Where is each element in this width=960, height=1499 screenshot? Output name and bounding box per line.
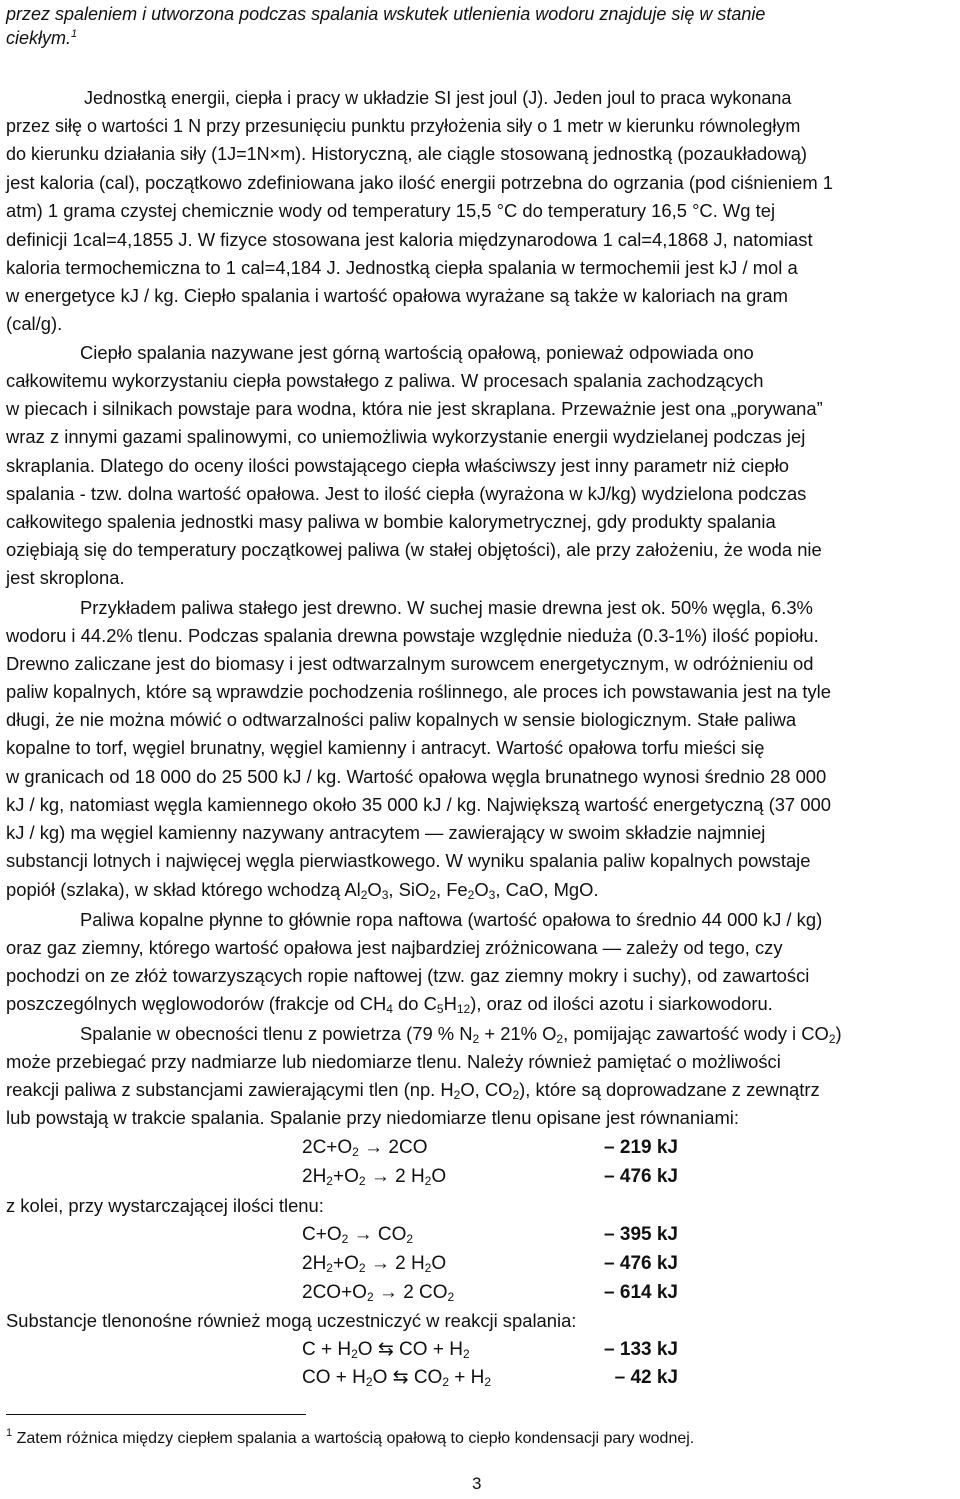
text-line: z kolei, przy wystarczającej ilości tlenu: <box>6 1195 324 1216</box>
reaction-energy: – 614 kJ <box>604 1282 678 1303</box>
text-line: pochodzi on ze złóż towarzyszących ropie naftowej (tzw. gaz ziemny mokry i suchy), od zawartości <box>6 965 810 986</box>
text-line: wodoru i 44.2% tlenu. Podczas spalania drewna powstaje względnie nieduża (0.3-1%) ilość popiołu. <box>6 625 819 646</box>
text-line: całkowitego spalenia jednostki masy paliwa w bombie kalorymetrycznej, gdy produkty spalania <box>6 511 776 532</box>
text-line: w energetyce kJ / kg. Ciepło spalania i wartość opałowa wyrażane są także w kaloriach na gram <box>6 285 788 306</box>
footnote-separator <box>6 1414 306 1415</box>
text-line: skraplania. Dlatego do oceny ilości powstającego ciepła właściwszy jest inny parametr niż ciepło <box>6 455 790 476</box>
reaction-energy: – 395 kJ <box>604 1224 678 1245</box>
text-line: jest skroplona. <box>6 567 125 588</box>
text-line: Przykładem paliwa stałego jest drewno. W suchej masie drewna jest ok. 50% węgla, 6.3% <box>80 597 813 618</box>
reaction-energy: – 133 kJ <box>604 1339 678 1360</box>
reaction-energy: – 476 kJ <box>604 1253 678 1274</box>
text-line: oraz gaz ziemny, którego wartość opałowa jest najbardziej zróżnicowana — zależy od tego, czy <box>6 937 783 958</box>
equation: $C+O_2 \to CO_2$ <box>302 1224 414 1246</box>
text-line: kopalne to torf, węgiel brunatny, węgiel kamienny i antracyt. Wartość opałowa torfu mieści się <box>6 737 765 758</box>
reaction-energy: – 42 kJ <box>614 1367 678 1388</box>
text-line: kJ / kg, natomiast węgla kamiennego około 35 000 kJ / kg. Największą wartość energetyczną (37 000 <box>6 794 831 815</box>
reaction-energy: – 219 kJ <box>604 1137 678 1158</box>
footnote-mark: 1 <box>6 1427 13 1439</box>
text-line: popiół (szlaka), w skład którego wchodzą $Al_2O_3$, SiO$_2$, $Fe_2O_3$, CaO, MgO. <box>6 879 599 902</box>
footnote-ref: 1 <box>71 28 78 40</box>
text-line: atm) 1 grama czystej chemicznie wody od temperatury 15,5 °C do temperatury 16,5 °C. Wg tej <box>6 200 776 221</box>
reaction-energy: – 476 kJ <box>604 1166 678 1187</box>
equation: $2CO+O_2 \to 2$ $CO_2$ <box>302 1282 455 1304</box>
text-line: do kierunku działania siły (1J=1N×m). Historyczną, ale ciągle stosowaną jednostką (pozaukładową) <box>6 143 808 164</box>
text-line: poszczególnych węglowodorów (frakcje od $CH_4$ do $C_5H_{12}$), oraz od ilości azotu i siarkowodoru. <box>6 993 773 1016</box>
text-line: definicji 1cal=4,1855 J. W fizyce stosowana jest kaloria międzynarodowa 1 cal=4,1868 J, natomiast <box>6 229 813 250</box>
text-line: (cal/g). <box>6 313 63 334</box>
text-line: kJ / kg) ma węgiel kamienny nazywany antracytem — zawierający w swoim składzie najmniej <box>6 822 766 843</box>
text-line: Paliwa kopalne płynne to głównie ropa naftowa (wartość opałowa to średnio 44 000 kJ / kg) <box>80 909 823 930</box>
text-line: kaloria termochemiczna to 1 cal=4,184 J. Jednostką ciepła spalania w termochemii jest kJ / mol a <box>6 257 798 278</box>
text-line: Ciepło spalania nazywane jest górną wartością opałową, ponieważ odpowiada ono <box>80 342 754 363</box>
text-line: substancji lotnych i najwięcej węgla pierwiastkowego. W wyniku spalania paliw kopalnych powstaje <box>6 850 811 871</box>
text-line: całkowitemu wykorzystaniu ciepła powstałego z paliwa. W procesach spalania zachodzących <box>6 370 764 391</box>
text-line: spalania - tzw. dolna wartość opałowa. Jest to ilość ciepła (wyrażona w kJ/kg) wydzielona podczas <box>6 483 807 504</box>
text-line: Substancje tlenonośne również mogą uczestniczyć w reakcji spalania: <box>6 1310 577 1331</box>
page-number: 3 <box>472 1474 482 1493</box>
text-line: jest kaloria (cal), początkowo zdefiniowana jako ilość energii potrzebna do ogrzania (pod ciśnieniem 1 <box>6 172 834 193</box>
text-line: reakcji paliwa z substancjami zawierającymi tlen (np. $H_2O$, $CO_2$), które są doprowadzane z zewnątrz <box>6 1079 820 1102</box>
text-line: Spalanie w obecności tlenu z powietrza (79 % $N_2 + 21\%$ $O_2$, pomijając zawartość wody i $CO_2$) <box>80 1023 842 1046</box>
text-line: Jednostką energii, ciepła i pracy w układzie SI jest joul (J). Jeden joul to praca wykonana <box>84 88 792 108</box>
equation: $2H_2+O_2 \to 2$ $H_2O$ <box>302 1253 447 1275</box>
text-line: może przebiegać przy nadmiarze lub niedomiarze tlenu. Należy również pamiętać o możliwości <box>6 1051 781 1072</box>
text-line: ciekłym.$^1$ <box>6 28 78 48</box>
text-line: oziębiają się do temperatury początkowej paliwa (w stałej objętości), ale przy założeniu, że woda nie <box>6 539 822 560</box>
footnote: $^1$ Zatem różnica między ciepłem spalania a wartością opałową to ciepło kondensacji pary wodnej. <box>6 1427 695 1447</box>
equation: $2H_2+O_2 \to 2$ $H_2O$ <box>302 1166 447 1188</box>
text-line: przez siłę o wartości 1 N przy przesunięciu punktu przyłożenia siły o 1 metr w kierunku równoległym <box>6 116 801 136</box>
text-line: długi, że nie można mówić o odtwarzalności paliw kopalnych w sensie biologicznym. Stałe paliwa <box>6 709 797 730</box>
equation: $2C+O_2 \to 2CO$ <box>302 1137 428 1159</box>
text-line: paliw kopalnych, które są wprawdzie pochodzenia roślinnego, ale proces ich powstawania jest na tyle <box>6 681 831 702</box>
text-line: w granicach od 18 000 do 25 500 kJ / kg. Wartość opałowa węgla brunatnego wynosi średnio 28 000 <box>6 766 827 787</box>
text-line: Drewno zaliczane jest do biomasy i jest odtwarzalnym surowcem energetycznym, w odróżnieniu od <box>6 653 814 674</box>
equation: CO + $H_2O$ ⇆ $CO_2 + H_2$ <box>302 1367 492 1389</box>
text-line: wraz z innymi gazami spalinowymi, co uniemożliwia wykorzystanie energii wydzielanej podczas jej <box>6 426 806 447</box>
text-line: przez spaleniem i utworzona podczas spalania wskutek utlenienia wodoru znajduje się w stanie <box>6 4 766 24</box>
text-line: w piecach i silnikach powstaje para wodna, która nie jest skraplana. Przeważnie jest ona „porywana” <box>6 398 823 419</box>
text-line: lub powstają w trakcie spalania. Spalanie przy niedomiarze tlenu opisane jest równaniami: <box>6 1107 739 1128</box>
equation: $C + H_2O$ ⇆ CO + $H_2$ <box>302 1339 470 1361</box>
